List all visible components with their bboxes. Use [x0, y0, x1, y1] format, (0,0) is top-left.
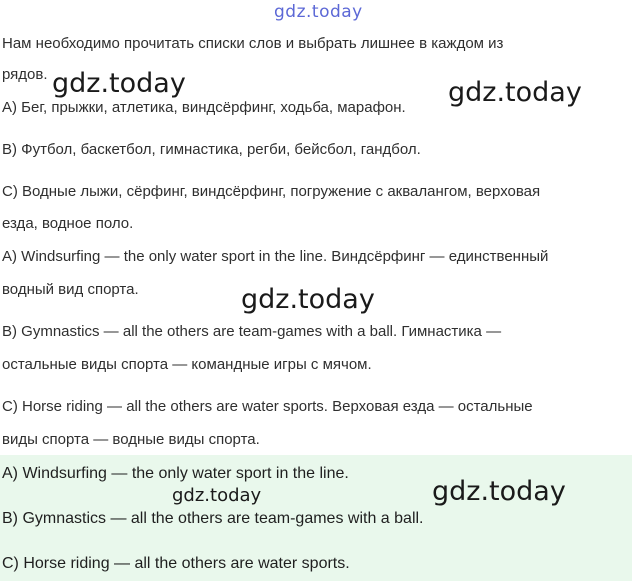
answer-c: C) Horse riding — all the others are water sports.: [2, 555, 350, 572]
answer-box: [0, 455, 632, 581]
explanation-c-line-1: С) Horse riding — all the others are water sports. Верховая езда — остальные: [2, 398, 533, 415]
word-list-c-line-1: С) Водные лыжи, сёрфинг, виндсёрфинг, погружение с аквалангом, верховая: [2, 183, 541, 200]
explanation-a-line-1: А) Windsurfing — the only water sport in the line. Виндсёрфинг — единственный: [2, 248, 549, 265]
watermark: gdz.today: [52, 68, 186, 99]
intro-text-line-2: рядов.: [2, 66, 48, 83]
word-list-c-line-2: езда, водное поло.: [2, 215, 134, 232]
explanation-a-line-2: водный вид спорта.: [2, 281, 139, 298]
answer-b: B) Gymnastics — all the others are team-games with a ball.: [2, 510, 424, 527]
intro-text-line-1: Нам необходимо прочитать списки слов и выбрать лишнее в каждом из: [2, 35, 504, 52]
watermark: gdz.today: [241, 284, 375, 315]
watermark: gdz.today: [448, 77, 582, 108]
answer-a: A) Windsurfing — the only water sport in the line.: [2, 465, 349, 482]
explanation-b-line-1: В) Gymnastics — all the others are team-games with a ball. Гимнастика —: [2, 323, 502, 340]
explanation-b-line-2: остальные виды спорта — командные игры с мячом.: [2, 356, 372, 373]
word-list-a: А) Бег, прыжки, атлетика, виндсёрфинг, ходьба, марафон.: [2, 99, 406, 116]
explanation-c-line-2: виды спорта — водные виды спорта.: [2, 431, 260, 448]
word-list-b: В) Футбол, баскетбол, гимнастика, регби, бейсбол, гандбол.: [2, 141, 421, 158]
site-logo: gdz.today: [274, 2, 363, 22]
watermark: gdz.today: [432, 476, 566, 507]
watermark: gdz.today: [172, 485, 262, 506]
